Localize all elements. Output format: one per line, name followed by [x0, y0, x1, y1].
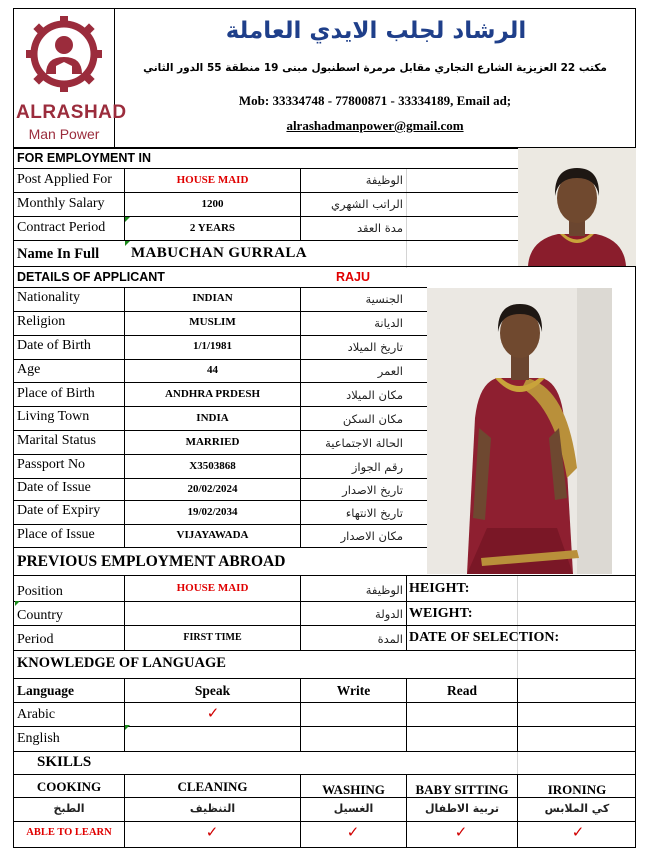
prev-period-label: Period: [17, 632, 54, 647]
contact-line: Mob: 33334748 - 77800871 - 33334189, Email ad;: [238, 93, 512, 108]
section-previous-title: PREVIOUS EMPLOYMENT ABROAD: [17, 553, 286, 570]
prev-country-label-ar: الدولة: [375, 607, 403, 621]
living-town-value: INDIA: [196, 412, 229, 424]
section-employment-title: FOR EMPLOYMENT IN: [17, 151, 152, 165]
marital-status-value: MARRIED: [185, 436, 240, 448]
lang-col-speak: Speak: [194, 683, 231, 698]
nationality-value: INDIAN: [192, 292, 233, 304]
lang-col-language: Language: [17, 683, 75, 698]
section-skills-title: SKILLS: [37, 754, 92, 770]
marital-status-label: Marital Status: [17, 433, 96, 448]
skill-cooking-value: ABLE TO LEARN: [26, 827, 112, 838]
full-name-label: Name In Full: [17, 246, 100, 262]
nationality-label-ar: الجنسية: [365, 292, 403, 306]
contract-period-label: Contract Period: [17, 220, 106, 235]
prev-position-label: Position: [17, 584, 63, 599]
contract-period-value: 2 YEARS: [189, 222, 236, 234]
contract-period-label-ar: مدة العقد: [357, 221, 403, 235]
monthly-salary-value: 1200: [201, 198, 224, 210]
lang-col-write: Write: [336, 683, 371, 698]
post-applied-label: Post Applied For: [17, 172, 112, 187]
skill-washing-check: ✓: [346, 823, 360, 841]
prev-period-value: FIRST TIME: [183, 632, 242, 643]
passport-no-label: Passport No: [17, 457, 86, 472]
lang-row-arabic: Arabic: [17, 707, 56, 722]
place-of-issue-label: Place of Issue: [17, 527, 95, 542]
dob-label-ar: تاريخ الميلاد: [347, 340, 403, 354]
date-of-issue-label: Date of Issue: [17, 480, 91, 495]
prev-country-label: Country: [17, 608, 63, 623]
full-name-value: MABUCHAN GURRALA: [131, 245, 307, 261]
contact-email[interactable]: alrashadmanpower@gmail.com: [286, 118, 464, 133]
skill-cleaning-header-ar: التنظيف: [189, 802, 236, 815]
age-value: 44: [207, 364, 218, 376]
skill-ironing-header-ar: كي الملابس: [544, 802, 610, 815]
skill-washing-header: WASHING: [322, 782, 385, 797]
skill-ironing-header: IRONING: [547, 782, 607, 797]
company-address-ar: مكتب 22 العزيزية الشارع التجاري مقابل مرمرة اسطنبول مبنى 19 منطقة 55 الدور الثاني: [143, 62, 607, 74]
section-applicant-title: DETAILS OF APPLICANT: [17, 270, 165, 284]
post-applied-value: HOUSE MAID: [176, 174, 249, 186]
date-of-issue-label-ar: تاريخ الاصدار: [342, 483, 403, 497]
height-label: HEIGHT:: [409, 581, 470, 596]
prev-period-label-ar: المدة: [377, 632, 403, 646]
dob-value: 1/1/1981: [192, 340, 233, 352]
skill-cooking-header: COOKING: [36, 779, 102, 794]
lang-col-read: Read: [447, 683, 477, 698]
post-applied-label-ar: الوظيفة: [365, 173, 403, 187]
place-of-issue-label-ar: مكان الاصدار: [340, 529, 403, 543]
skill-cleaning-header: CLEANING: [177, 779, 248, 794]
prev-position-value: HOUSE MAID: [176, 582, 249, 594]
dob-label: Date of Birth: [17, 338, 91, 353]
monthly-salary-label-ar: الراتب الشهري: [331, 197, 403, 211]
date-of-expiry-value: 19/02/2034: [187, 506, 238, 518]
date-of-expiry-label-ar: تاريخ الانتهاء: [345, 506, 403, 520]
prev-position-label-ar: الوظيفة: [365, 583, 403, 597]
place-of-birth-value: ANDHRA PRDESH: [164, 388, 261, 400]
living-town-label: Living Town: [17, 409, 90, 424]
age-label-ar: العمر: [377, 364, 403, 378]
agent-name: RAJU: [336, 270, 371, 284]
date-of-expiry-label: Date of Expiry: [17, 503, 101, 518]
applicant-portrait-photo: [518, 148, 636, 266]
logo-name: ALRASHAD: [16, 102, 127, 123]
marital-status-label-ar: الحالة الاجتماعية: [325, 436, 403, 450]
skill-cleaning-check: ✓: [205, 823, 219, 841]
religion-value: MUSLIM: [189, 316, 236, 328]
skill-babysitting-header: BABY SITTING: [415, 782, 509, 797]
religion-label: Religion: [17, 314, 66, 329]
date-of-issue-value: 20/02/2024: [187, 483, 238, 495]
age-label: Age: [17, 362, 41, 377]
skill-cooking-header-ar: الطبخ: [53, 802, 85, 815]
section-language-title: KNOWLEDGE OF LANGUAGE: [17, 655, 226, 671]
company-logo: [16, 12, 127, 144]
company-title-ar: الرشاد لجلب الايدي العاملة: [225, 18, 527, 44]
applicant-full-photo: [427, 288, 612, 574]
lang-row-english: English: [17, 731, 60, 746]
skill-ironing-check: ✓: [571, 823, 585, 841]
weight-label: WEIGHT:: [409, 606, 473, 621]
skill-washing-header-ar: الغسيل: [333, 802, 374, 815]
living-town-label-ar: مكان السكن: [342, 412, 403, 426]
skill-babysitting-header-ar: تربية الاطفال: [424, 802, 499, 815]
passport-no-label-ar: رقم الجواز: [351, 460, 403, 474]
nationality-label: Nationality: [17, 290, 80, 305]
date-of-selection-label: DATE OF SELECTION:: [409, 630, 560, 645]
logo-subtitle: Man Power: [28, 126, 100, 142]
arabic-speak-check: ✓: [206, 704, 220, 722]
place-of-birth-label-ar: مكان الميلاد: [346, 388, 403, 402]
passport-no-value: X3503868: [189, 460, 236, 472]
skill-babysitting-check: ✓: [454, 823, 468, 841]
logo-gear-person-icon: [16, 12, 112, 98]
monthly-salary-label: Monthly Salary: [17, 196, 105, 211]
religion-label-ar: الديانة: [374, 316, 403, 330]
place-of-issue-value: VIJAYAWADA: [176, 529, 249, 541]
place-of-birth-label: Place of Birth: [17, 386, 95, 401]
